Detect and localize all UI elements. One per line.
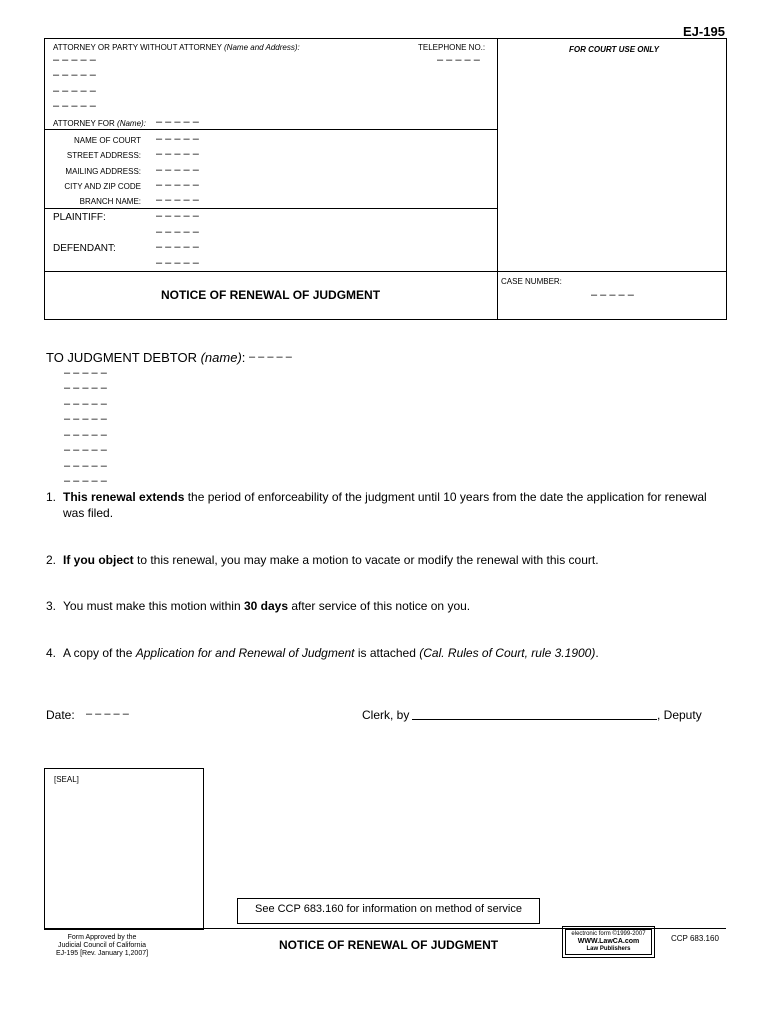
attorney-for-field[interactable]: – – – – – [156,116,199,128]
item-4-italic: Application for and Renewal of Judgment [135,646,355,660]
debtor-label-text: TO JUDGMENT DEBTOR [46,350,197,365]
city-zip-label: CITY AND ZIP CODE [64,182,141,191]
parties-title-separator [44,271,726,272]
court-name-label: NAME OF COURT [74,136,141,145]
item-2-bold: If you object [63,553,134,567]
item-1-line2: was filed. [63,506,114,520]
item-3-post: after service of this notice on you. [288,599,471,613]
footer-title: NOTICE OF RENEWAL OF JUDGMENT [279,938,499,952]
debtor-line-2[interactable]: – – – – – [64,382,107,394]
publisher-line-1: electronic form ©1999-2007 [571,931,646,937]
attorney-for-note: (Name): [117,119,146,128]
date-label: Date: [46,708,75,722]
debtor-name-field[interactable]: – – – – – [249,351,292,363]
attorney-court-separator [44,129,498,130]
item-2-text [63,552,599,568]
plaintiff-label: PLAINTIFF: [53,212,106,223]
telephone-field[interactable]: – – – – – [437,54,480,66]
item-3-bold: 30 days [243,599,289,613]
attorney-address-line2[interactable]: – – – – – [53,85,96,97]
telephone-label: TELEPHONE NO.: [418,43,486,52]
mailing-address-field[interactable]: – – – – – [156,164,199,176]
case-number-label: CASE NUMBER: [501,277,562,286]
clerk-label: Clerk, by [362,708,410,722]
item-4-text [63,645,599,661]
item-4-mid: is attached [354,646,420,660]
date-field[interactable]: – – – – – [86,708,129,720]
attorney-label-text: ATTORNEY OR PARTY WITHOUT ATTORNEY [53,43,222,52]
item-1-number: 1. [46,490,57,504]
publisher-website[interactable]: WWW.LawCA.com [577,938,640,945]
debtor-line-5[interactable]: – – – – – [64,429,107,441]
defendant-label: DEFENDANT: [53,243,116,254]
attorney-name-field[interactable]: – – – – – [53,54,96,66]
item-1-bold: This renewal extends [63,490,185,504]
court-use-label: FOR COURT USE ONLY [569,45,659,54]
attorney-for-label [53,119,146,128]
debtor-line-6[interactable]: – – – – – [64,444,107,456]
approval-block [44,934,160,958]
clerk-signature-line[interactable] [412,719,657,720]
mailing-address-label: MAILING ADDRESS: [65,167,141,176]
defendant-field-line1[interactable]: – – – – – [156,241,199,253]
branch-name-label: BRANCH NAME: [79,197,141,206]
plaintiff-field-line1[interactable]: – – – – – [156,210,199,222]
item-4-pre: A copy of the [63,646,136,660]
debtor-label-note: (name) [200,350,242,365]
debtor-line-3[interactable]: – – – – – [64,398,107,410]
attorney-address-line1[interactable]: – – – – – [53,69,96,81]
caption-divider [497,38,498,319]
item-3-text [63,598,470,614]
debtor-label-colon: : [241,350,246,365]
approval-line-2: Judicial Council of California [58,942,146,949]
defendant-field-line2[interactable]: – – – – – [156,257,199,269]
street-address-field[interactable]: – – – – – [156,148,199,160]
approval-line-3: EJ-195 [Rev. January 1,2007] [55,950,149,957]
case-number-field[interactable]: – – – – – [591,289,634,301]
item-4-number: 4. [46,646,57,660]
caption-box [44,38,727,320]
debtor-line-7[interactable]: – – – – – [64,460,107,472]
service-note-text: See CCP 683.160 for information on method of service [254,903,522,915]
code-reference: CCP 683.160 [671,934,719,943]
seal-label: [SEAL] [54,775,79,784]
plaintiff-field-line2[interactable]: – – – – – [156,226,199,238]
attorney-address-line3[interactable]: – – – – – [53,100,96,112]
attorney-label-note: (Name and Address): [224,43,300,52]
item-2-rest: to this renewal, you may make a motion to vacate or modify the renewal with this court. [133,553,599,567]
item-3-number: 3. [46,599,57,613]
item-2-number: 2. [46,553,57,567]
attorney-label [53,43,300,52]
publisher-block [565,931,652,953]
item-1-rest: the period of enforceability of the judgment until 10 years from the date the application for renewal [184,490,707,504]
item-3-pre: You must make this motion within [63,599,244,613]
seal-box [44,768,204,930]
debtor-line-4[interactable]: – – – – – [64,413,107,425]
street-address-label: STREET ADDRESS: [66,151,141,160]
item-4-post: . [595,646,599,660]
approval-line-1: Form Approved by the [67,934,137,941]
item-1-text [63,489,733,505]
form-number: EJ-195 [683,24,725,39]
court-name-field[interactable]: – – – – – [156,133,199,145]
branch-name-field[interactable]: – – – – – [156,194,199,206]
city-zip-field[interactable]: – – – – – [156,179,199,191]
debtor-label [46,350,245,365]
item-4-rule-citation: (Cal. Rules of Court, rule 3.1900) [419,646,596,660]
court-parties-separator [44,208,498,209]
attorney-for-text: ATTORNEY FOR [53,119,115,128]
debtor-line-8[interactable]: – – – – – [64,475,107,487]
deputy-label: , Deputy [657,708,702,722]
form-title: NOTICE OF RENEWAL OF JUDGMENT [160,288,381,302]
debtor-line-1[interactable]: – – – – – [64,367,107,379]
publisher-line-3: Law Publishers [586,946,631,952]
